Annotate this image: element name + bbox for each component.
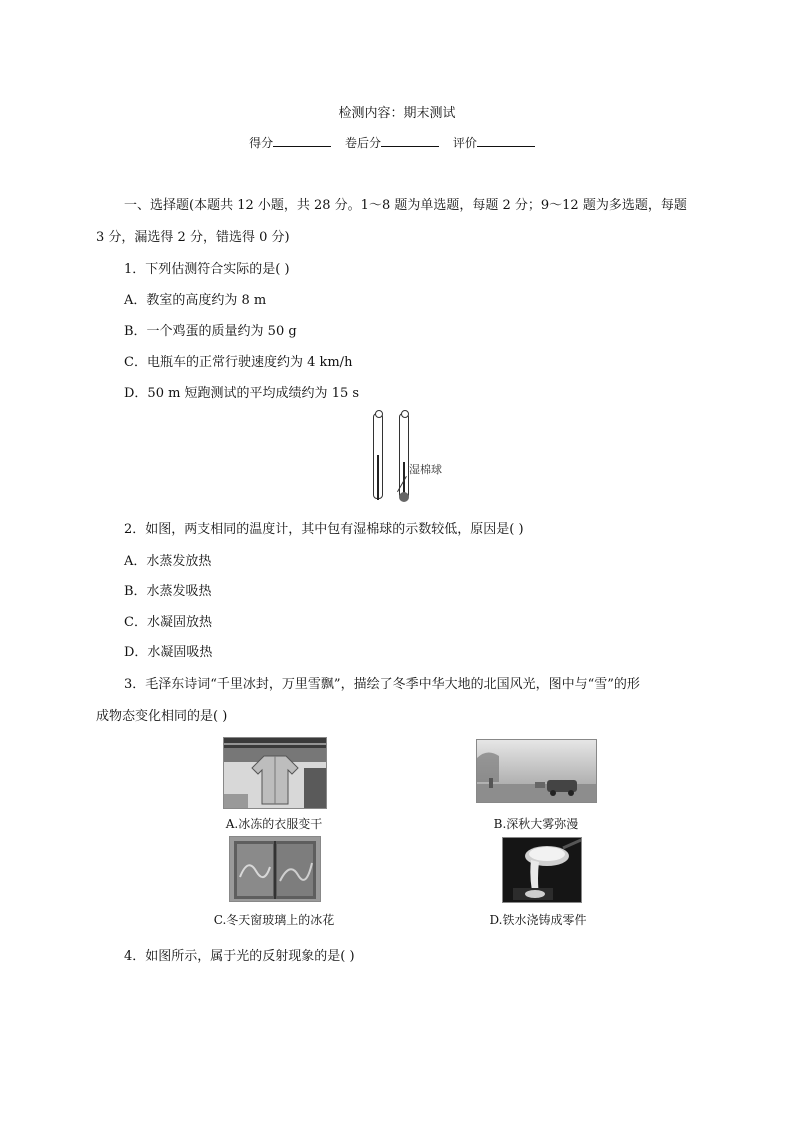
- score-blank: [273, 136, 331, 147]
- photo-frozen-clothes: [223, 737, 327, 809]
- section-heading-line2: 3 分，漏选得 2 分，错选得 0 分): [96, 230, 290, 245]
- score-line: [0, 134, 794, 151]
- paper-score-blank: [381, 136, 439, 147]
- question-1-option-c: C．电瓶车的正常行驶速度约为 4 km/h: [124, 355, 353, 370]
- question-2-option-b: B．水蒸发吸热: [124, 584, 212, 599]
- wet-thermometer-top: [401, 410, 409, 418]
- caption-a: A.冰冻的衣服变干: [225, 817, 323, 831]
- evaluation-blank: [477, 136, 535, 147]
- question-2-option-a: A．水蒸发放热: [124, 554, 212, 569]
- question-2-stem: 2．如图，两支相同的温度计，其中包有湿棉球的示数较低，原因是( ): [124, 522, 524, 537]
- wet-cotton-label: 湿棉球: [409, 463, 442, 476]
- question-3-stem-line1: 3．毛泽东诗词“千里冰封，万里雪飘”，描绘了冬季中华大地的北国风光，图中与“雪”的形: [124, 677, 640, 692]
- caption-c: C.冬天窗玻璃上的冰花: [213, 913, 335, 927]
- question-4-stem: 4．如图所示，属于光的反射现象的是( ): [124, 949, 355, 964]
- dry-thermometer-mercury: [377, 455, 379, 500]
- page-title: 检测内容：期末测试: [338, 106, 456, 121]
- question-2-option-d: D．水凝固吸热: [124, 645, 213, 660]
- question-2-option-c: C．水凝固放热: [124, 615, 212, 630]
- section-heading-line1: 一、选择题(本题共 12 小题，共 28 分。1～8 题为单选题，每题 2 分；9～12 题为多选题，每题: [124, 198, 687, 213]
- photo-autumn-fog: [476, 739, 597, 803]
- caption-b: B.深秋大雾弥漫: [493, 817, 579, 831]
- evaluation-label: 评价: [452, 136, 477, 150]
- question-1-option-b: B．一个鸡蛋的质量约为 50 g: [124, 324, 297, 339]
- paper-score-label: 卷后分: [344, 136, 381, 150]
- photo-window-frost: [229, 836, 321, 902]
- question-1-option-d: D．50 m 短跑测试的平均成绩约为 15 s: [124, 386, 360, 401]
- question-1-stem: 1．下列估测符合实际的是( ): [124, 262, 290, 277]
- caption-d: D.铁水浇铸成零件: [489, 913, 587, 927]
- photo-molten-iron: [502, 837, 582, 903]
- question-1-option-a: A．教室的高度约为 8 m: [124, 293, 267, 308]
- thermometer-figure: [368, 410, 458, 505]
- dry-thermometer-top: [375, 410, 383, 418]
- score-label: 得分: [249, 136, 274, 150]
- question-3-stem-line2: 成物态变化相同的是( ): [96, 709, 228, 724]
